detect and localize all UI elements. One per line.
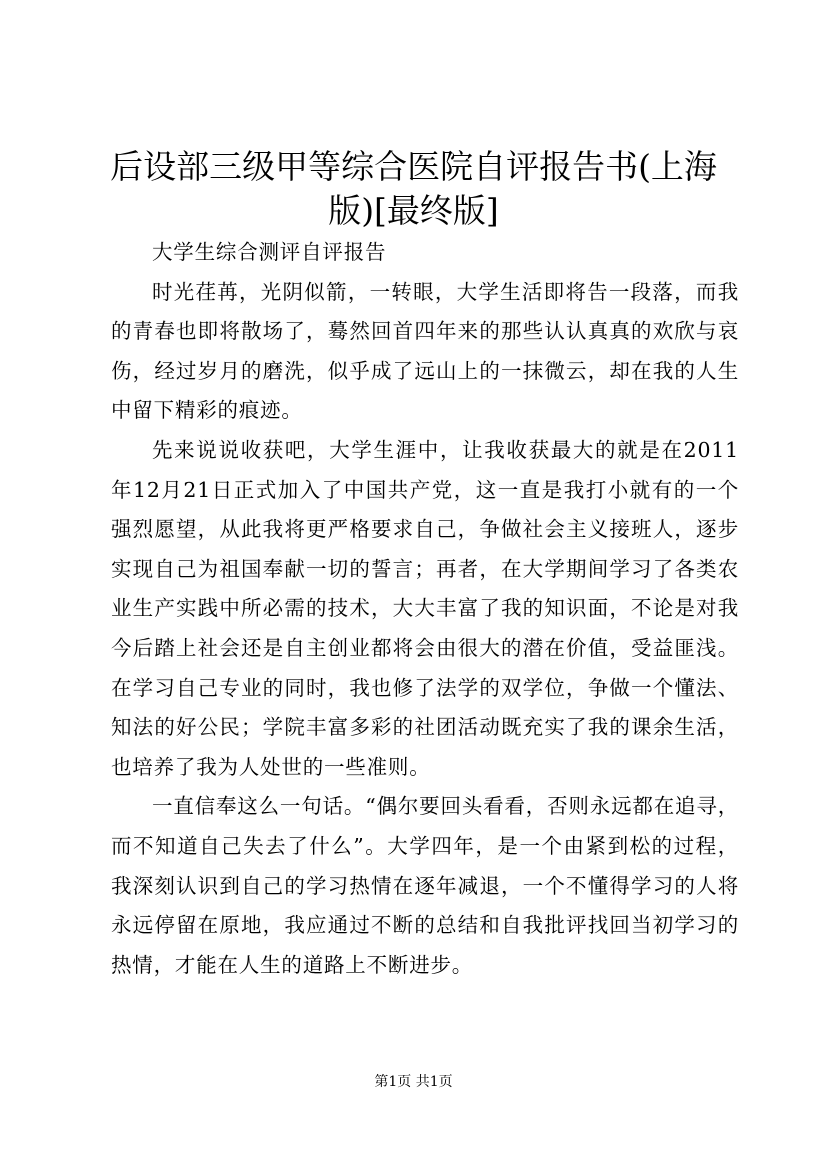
paragraph-2: 先来说说收获吧，大学生涯中，让我收获最大的就是在2011年12月21日正式加入了中国共产党，这一直是我打小就有的一个强烈愿望，从此我将更严格要求自己，争做社会主义接班人，逐步实现自己为祖国奉献一切的誓言；再者，在大学期间学习了各类农业生产实践中所必需的技术，大大丰富了我的知识面，不论是对我今后踏上社会还是自主创业都将会由很大的潜在价值，受益匪浅。在学习自己专业的同时，我也修了法学的双学位，争做一个懂法、知法的好公民；学院丰富多彩的社团活动既充实了我的课余生活，也培养了我为人处世的一些准则。 xyxy=(111,437,739,779)
paragraph-3: 一直信奉这么一句话。“偶尔要回头看看，否则永远都在追寻，而不知道自己失去了什么”。大学四年，是一个由紧到松的过程，我深刻认识到自己的学习热情在逐年减退，一个不懂得学习的人将永远停留在原地，我应通过不断的总结和自我批评找回当初学习的热情，才能在人生的道路上不断进步。 xyxy=(111,794,739,977)
document-title: 后设部三级甲等综合医院自评报告书(上海版)[最终版] xyxy=(110,147,717,230)
paragraph-1: 时光荏苒，光阴似箭，一转眼，大学生活即将告一段落，而我的青春也即将散场了，蓦然回首四年来的那些认认真真的欢欣与哀伤，经过岁月的磨洗，似乎成了远山上的一抹微云，却在我的人生中留下精彩的痕迹。 xyxy=(111,279,739,423)
page-footer: 第1页 共1页 xyxy=(374,1074,453,1090)
paragraph-subtitle: 大学生综合测评自评报告 xyxy=(152,240,387,264)
document-body xyxy=(111,233,739,985)
